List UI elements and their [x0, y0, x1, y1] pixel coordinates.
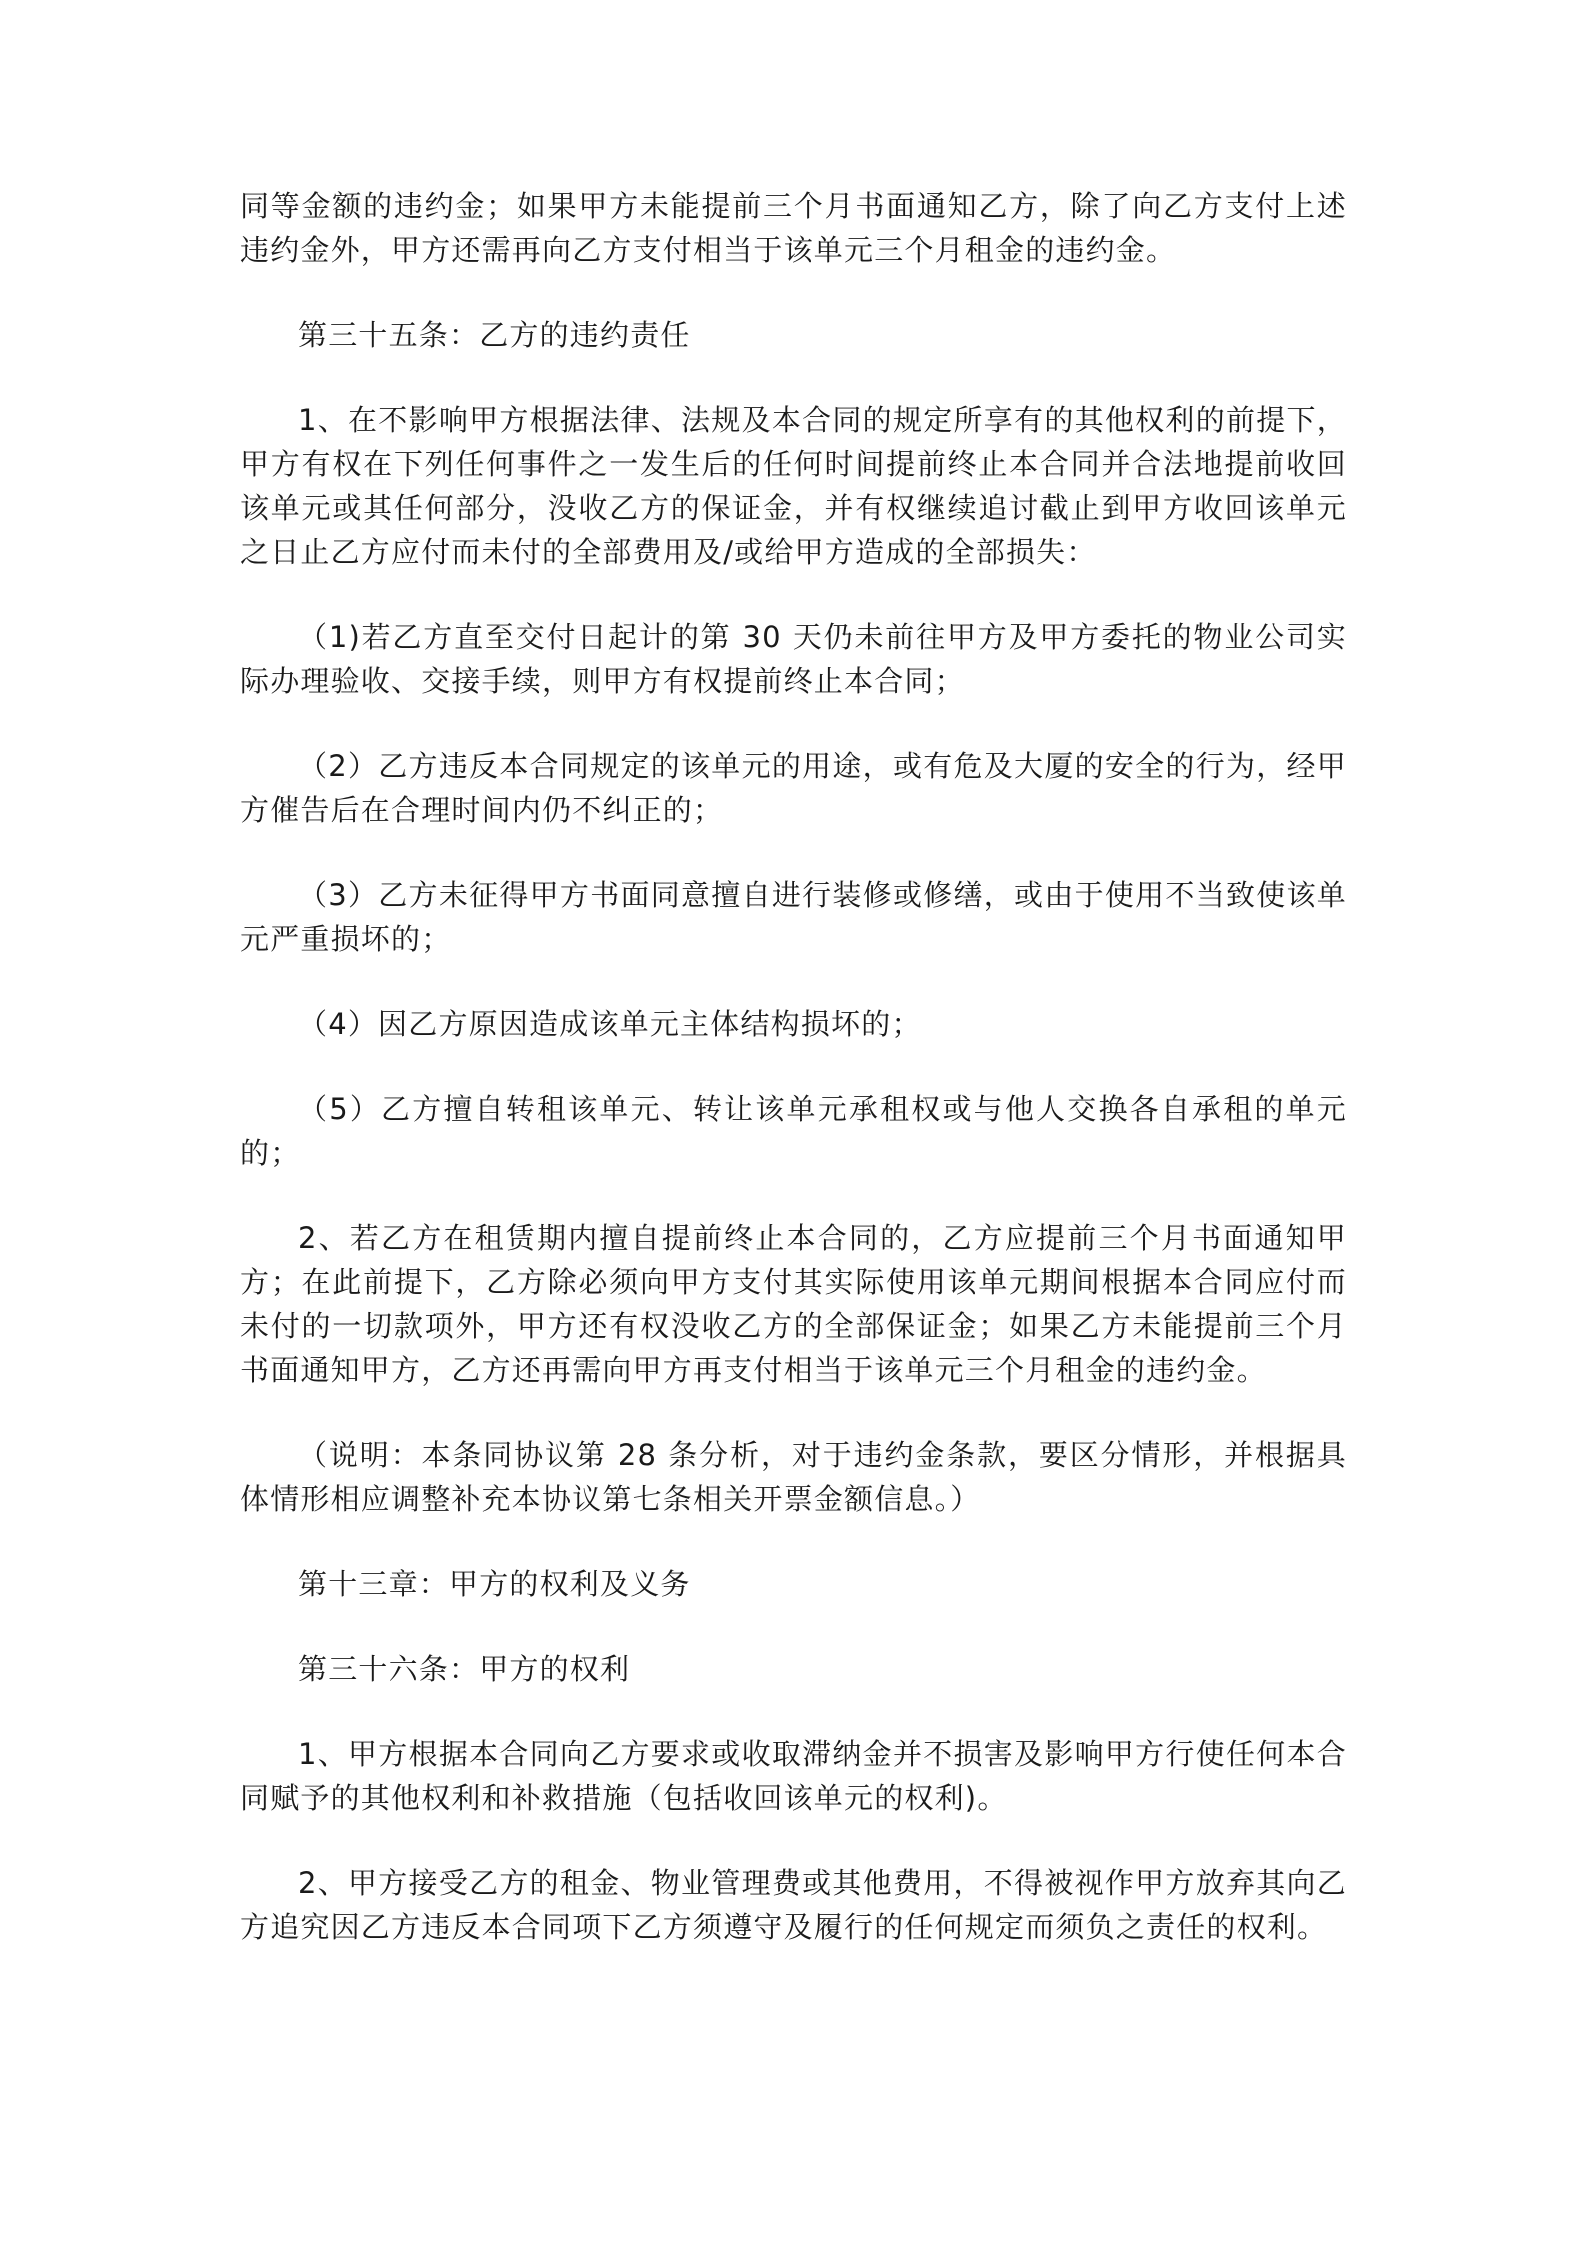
- article-35-item-1-5: （5）乙方擅自转租该单元、转让该单元承租权或与他人交换各自承租的单元的；: [240, 1092, 1347, 1170]
- article-35-item-1: 1、在不影响甲方根据法律、法规及本合同的规定所享有的其他权利的前提下，甲方有权在下列任何事件之一发生后的任何时间提前终止本合同并合法地提前收回该单元或其任何部分，没收乙方的保证金，并有权继续追讨截止到甲方收回该单元之日止乙方应付而未付的全部费用及/或给甲方造成的全部损失：: [240, 403, 1347, 569]
- article-36-item-1: 1、甲方根据本合同向乙方要求或收取滞纳金并不损害及影响甲方行使任何本合同赋予的其他权利和补救措施（包括收回该单元的权利)。: [240, 1737, 1347, 1815]
- article-36-item-2: 2、甲方接受乙方的租金、物业管理费或其他费用，不得被视作甲方放弃其向乙方追究因乙方违反本合同项下乙方须遵守及履行的任何规定而须负之责任的权利。: [240, 1866, 1347, 1944]
- article-35-item-1-3: （3）乙方未征得甲方书面同意擅自进行装修或修缮，或由于使用不当致使该单元严重损坏的；: [240, 878, 1347, 956]
- article-35-item-1-4: （4）因乙方原因造成该单元主体结构损坏的；: [298, 1007, 922, 1041]
- article-35-heading: 第三十五条：乙方的违约责任: [298, 318, 691, 352]
- article-35-item-1-1: （1)若乙方直至交付日起计的第 30 天仍未前往甲方及甲方委托的物业公司实际办理验收、交接手续，则甲方有权提前终止本合同；: [240, 620, 1347, 698]
- document-body: [240, 184, 1347, 1990]
- article-35-item-2: 2、若乙方在租赁期内擅自提前终止本合同的，乙方应提前三个月书面通知甲方；在此前提下，乙方除必须向甲方支付其实际使用该单元期间根据本合同应付而未付的一切款项外，甲方还有权没收乙方的全部保证金；如果乙方未能提前三个月书面通知甲方，乙方还再需向甲方再支付相当于该单元三个月租金的违约金。: [240, 1221, 1347, 1387]
- chapter-13-heading: 第十三章：甲方的权利及义务: [298, 1567, 691, 1601]
- article-35-note: （说明：本条同协议第 28 条分析，对于违约金条款，要区分情形，并根据具体情形相应调整补充本协议第七条相关开票金额信息。）: [240, 1438, 1347, 1516]
- article-36-heading: 第三十六条：甲方的权利: [298, 1652, 631, 1686]
- article-35-item-1-2: （2）乙方违反本合同规定的该单元的用途，或有危及大厦的安全的行为，经甲方催告后在合理时间内仍不纠正的；: [240, 749, 1347, 827]
- paragraph-continuation: 同等金额的违约金；如果甲方未能提前三个月书面通知乙方，除了向乙方支付上述违约金外，甲方还需再向乙方支付相当于该单元三个月租金的违约金。: [240, 189, 1347, 267]
